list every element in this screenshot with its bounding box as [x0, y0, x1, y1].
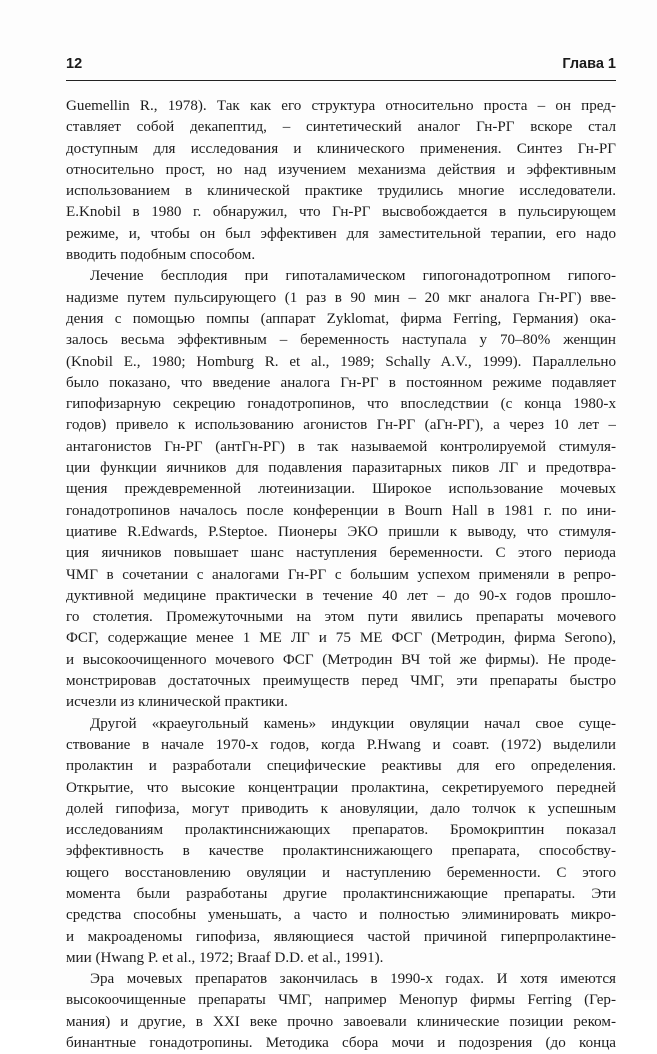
text-line: Лечение бесплодия при гипоталамическом гипогонадотропном гипого-	[90, 268, 616, 285]
text-line: Эра мочевых препаратов закончилась в 1990-х годах. И хотя имеются	[90, 971, 616, 988]
text-line: пролактин и разработали специфические реактивы для его определения.	[66, 758, 616, 775]
text-line: долей гипофиза, могут приводить к ановуляции, дало толчок к успешным	[66, 800, 616, 817]
text-line: антагонистов Гн-РГ (антГн-РГ) в так называемой контролируемой стимуля-	[66, 438, 616, 455]
text-line: исследованиям пролактинснижающих препаратов. Бромокриптин показал	[66, 822, 616, 839]
text-line: мии (Hwang P. et al., 1972; Braaf D.D. et al., 1991).	[66, 949, 384, 966]
paragraph	[66, 714, 616, 970]
text-line: и высокоочищенного мочевого ФСГ (Метродин ВЧ той же фирмы). Не продe-	[66, 651, 616, 668]
text-line: циативе R.Edwards, P.Steptoe. Пионеры ЭКО пришли к выводу, что стимуля-	[66, 523, 616, 540]
text-line: дения с помощью помпы (аппарат Zyklomat, фирма Ferring, Германия) ока-	[66, 310, 616, 327]
chapter-title: Глава 1	[562, 56, 616, 72]
paragraph	[66, 266, 616, 713]
text-line: гипофизарную секрецию гонадотропинов, что впоследствии (с конца 1980-х	[66, 396, 616, 413]
text-line: монстрировав достаточных преимуществ перед ЧМГ, эти препараты быстро	[66, 673, 616, 690]
text-line: ствование в начале 1970-х годов, когда P.Hwang и соавт. (1972) выделили	[66, 736, 616, 753]
text-line: относительно прост, но над изучением механизма действия и эффективным	[66, 161, 616, 178]
text-line: бинантные гонадотропины. Методика сбора мочи и подозрения (до конца	[66, 1035, 616, 1052]
text-line: ция яичников повышает шанс наступления беременности. С этого периода	[66, 545, 616, 562]
text-line: и макроаденомы гипофиза, являющиеся частой причиной гиперпролактине-	[66, 928, 616, 945]
text-line: ФСГ, содержащие менее 1 МЕ ЛГ и 75 МЕ ФСГ (Метродин, фирма Serono),	[66, 630, 616, 647]
text-line: Guemellin R., 1978). Так как его структура относительно проста – он пред-	[66, 98, 616, 114]
text-line: использованием в клинической практике трудились многие исследователи.	[66, 183, 616, 200]
text-line: гонадотропинов началось после конференции в Bourn Hall в 1981 г. по ини-	[66, 502, 616, 519]
body-text	[66, 96, 616, 1054]
text-line: средства способны уменьшать, а часто и полностью элиминировать микро-	[66, 907, 616, 924]
paragraph	[66, 96, 616, 266]
text-line: ции функции яичников для подавления паразитарных пиков ЛГ и предотвра-	[66, 460, 616, 477]
text-line: годов) привело к использованию агонистов Гн-РГ (аГн-РГ), а через 10 лет –	[66, 417, 616, 434]
text-line: Другой «краеугольный камень» индукции овуляции начал свое суще-	[90, 715, 616, 732]
text-line: эффективность в качестве пролактинснижающего препарата, способству-	[66, 843, 616, 860]
text-line: исчезли из клинической практики.	[66, 694, 288, 711]
text-line: доступным для исследования и клинического применения. Синтез Гн-РГ	[66, 140, 616, 157]
text-line: щения преждевременной лютеинизации. Широкое использование мочевых	[66, 481, 616, 498]
text-line: ющего восстановлению овуляции и наступлению беременности. С этого	[66, 864, 616, 881]
running-header	[66, 56, 616, 78]
text-line: было показано, что введение аналога Гн-РГ в постоянном режиме подавляет	[66, 374, 616, 391]
header-rule	[66, 80, 616, 81]
text-line: дуктивной медицине практически в течение 40 лет – до 90-х годов прошло-	[66, 587, 616, 604]
text-line: E.Knobil в 1980 г. обнаружил, что Гн-РГ высвобождается в пульсирующем	[66, 204, 616, 221]
text-line: надизме путем пульсирующего (1 раз в 90 мин – 20 мкг аналога Гн-РГ) вве-	[66, 289, 616, 306]
text-line: режиме, и, чтобы он был эффективен для заместительной терапии, его надо	[66, 225, 616, 242]
text-line: высокоочищенные препараты ЧМГ, например Менопур фирмы Ferring (Гер-	[66, 992, 616, 1009]
text-line: (Knobil E., 1980; Homburg R. et al., 1989; Schally A.V., 1999). Параллельно	[66, 353, 616, 370]
text-line: ЧМГ в сочетании с аналогами Гн-РГ с большим успехом применяли в репро-	[66, 566, 616, 583]
text-line: мания) и другие, в XXI веке прочно завоевали клинические позиции реком-	[66, 1013, 616, 1030]
page-number: 12	[66, 56, 83, 72]
paragraph	[66, 969, 616, 1054]
text-line: ставляет собой декапептид, – синтетический аналог Гн-РГ вскоре стал	[66, 119, 616, 136]
text-line: вводить подобным способом.	[66, 247, 256, 264]
text-line: Открытие, что высокие концентрации пролактина, секретируемого передней	[66, 779, 616, 796]
text-line: момента были разработаны другие пролактинснижающие препараты. Эти	[66, 885, 616, 902]
text-line: го столетия. Промежуточными на этом пути явились препараты мочевого	[66, 609, 616, 626]
text-line: залось весьма эффективным – беременность наступала у 70–80% женщин	[66, 332, 616, 349]
